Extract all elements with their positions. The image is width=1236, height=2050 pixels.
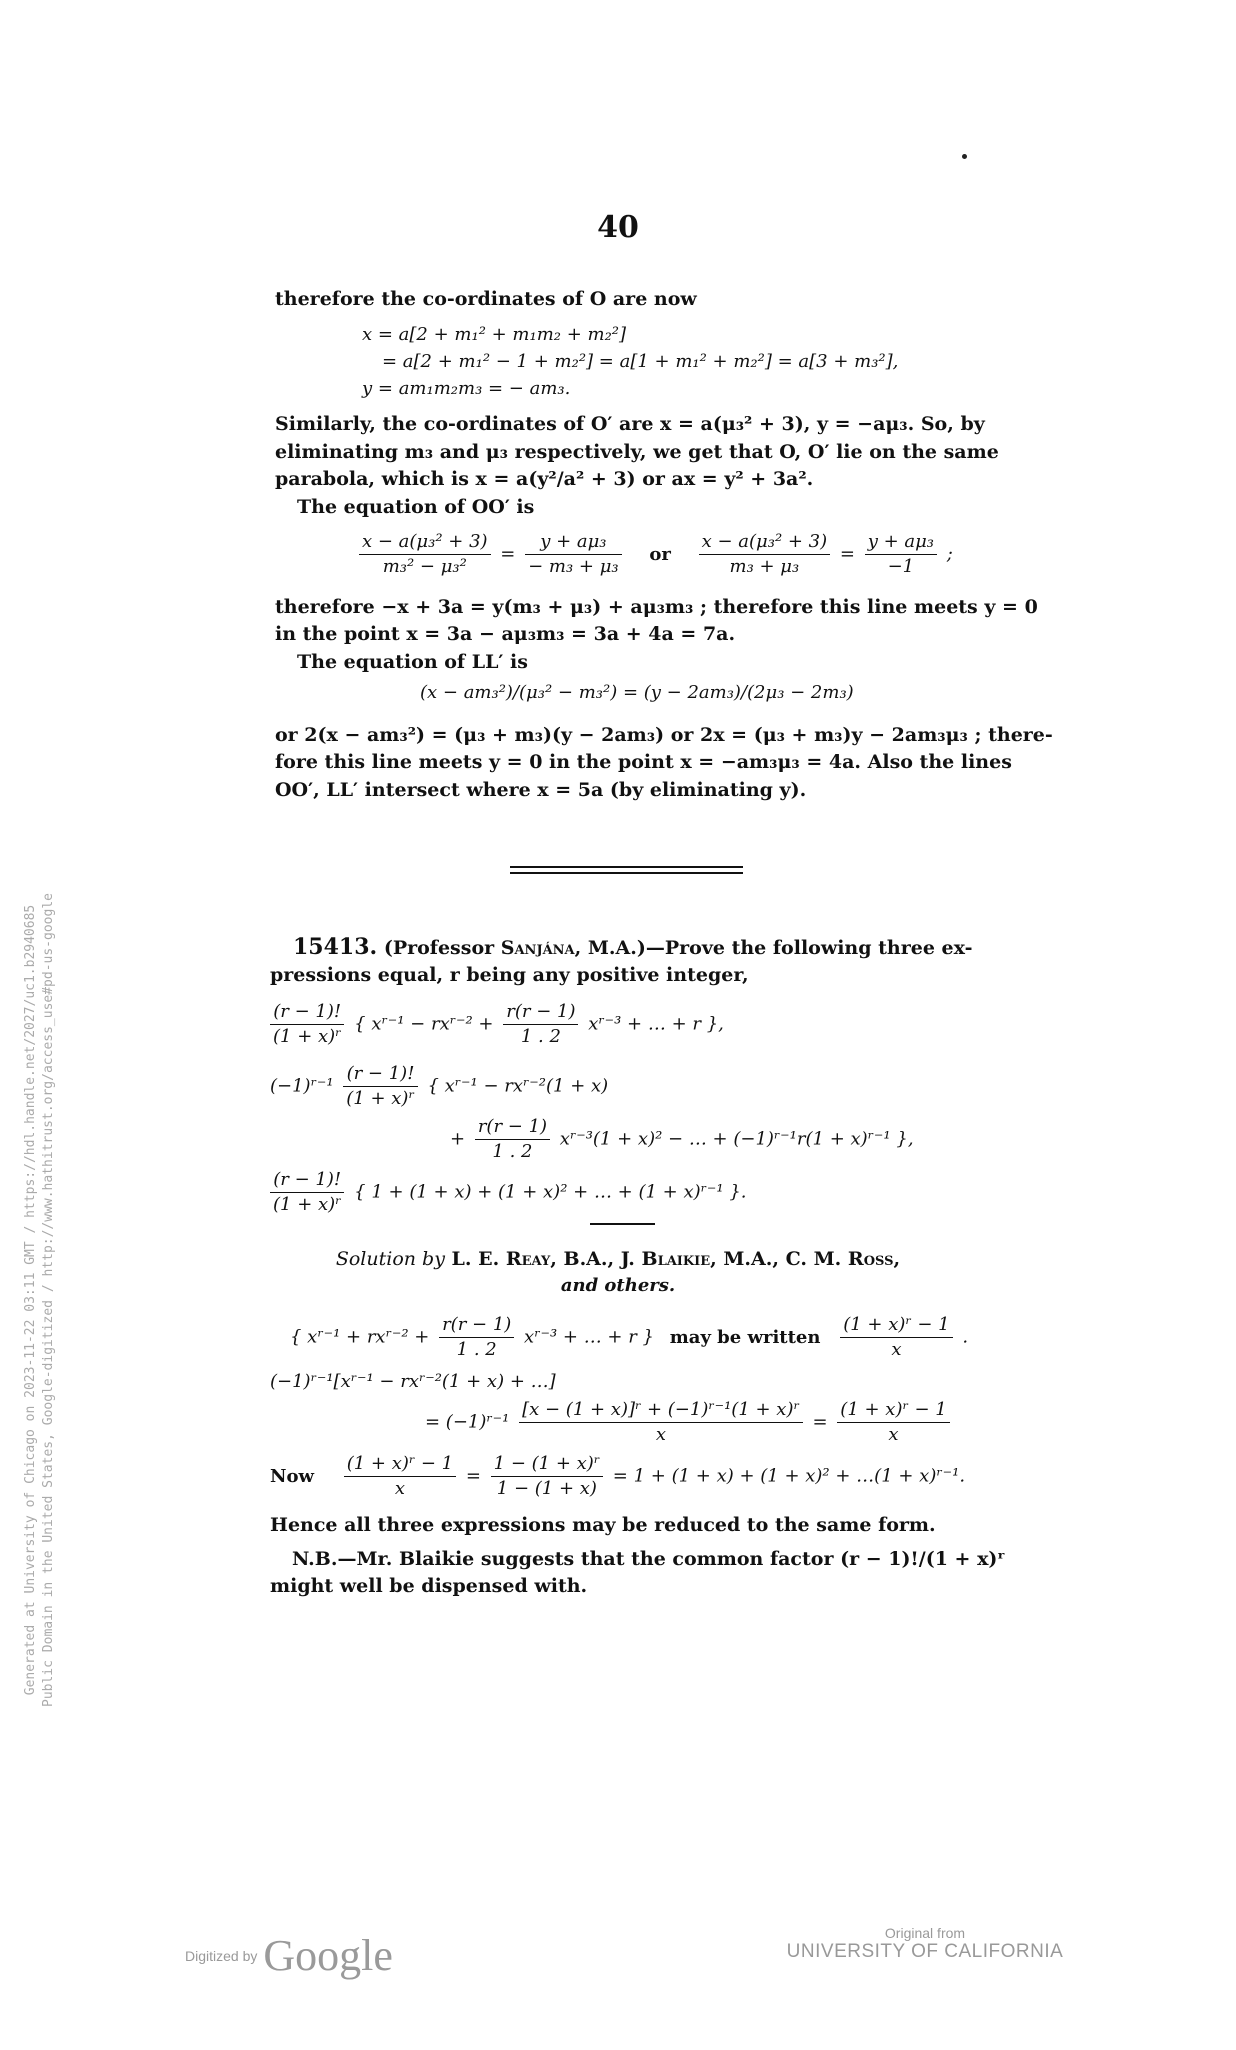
section-divider bbox=[510, 866, 743, 868]
equation-ll-prime: (x − am₃²)/(μ₃² − m₃²) = (y − 2am₃)/(2μ₃ − 2m₃) bbox=[420, 682, 854, 703]
text-line: parabola, which is x = a(y²/a² + 3) or ax = y² + 3a². bbox=[275, 468, 814, 490]
problem-number: 15413. bbox=[293, 934, 378, 960]
text-line: might well be dispensed with. bbox=[270, 1575, 588, 1597]
text-line: N.B.—Mr. Blaikie suggests that the common factor (r − 1)!/(1 + x)ʳ bbox=[292, 1548, 1006, 1570]
text-line: pressions equal, r being any positive integer, bbox=[270, 964, 749, 986]
fraction: $\frac{\text{y + aμ₃}}{-1}$ bbox=[865, 530, 937, 579]
solution-line-4: Now $\frac{\text{(1 + x)ʳ − 1}}{x}$ = $\frac{\text{1 − (1 + x)ʳ}}{1 - (1 + x)}$ = 1 + (1 + x) + (1 + x)² + …(1 + x)ʳ⁻¹. bbox=[270, 1453, 966, 1499]
fraction: $\frac{\text{x − a(μ₃² + 3)}}{\text{m₃ + μ₃}}$ bbox=[699, 530, 831, 579]
hathitrust-watermark: Generated at University of Chicago on 2023-11-22 03:11 GMT / https://hdl.handle.net/2027/uc1.b2940685 Public Domain in the United States, Google-digitized / http://www.hathitrust.org/access_use#pd-us-google bbox=[23, 893, 56, 1707]
solution-byline-others: and others. bbox=[560, 1275, 676, 1296]
fraction: $\frac{(r - 1)!}{\text{(1 + x)ʳ}}$ bbox=[270, 1000, 344, 1049]
short-divider bbox=[590, 1223, 655, 1225]
fraction: $\frac{\text{1 − (1 + x)ʳ}}{1 - (1 + x)}$ bbox=[491, 1452, 603, 1501]
solution-byline: Solution by L. E. Reay, B.A., J. Blaikie, M.A., C. M. Ross, bbox=[335, 1248, 901, 1270]
math-line: x = a[2 + m₁² + m₁m₂ + m₂²] bbox=[362, 324, 627, 345]
fraction: $\frac{(r - 1)!}{\text{(1 + x)ʳ}}$ bbox=[343, 1062, 417, 1111]
text-line: or 2(x − am₃²) = (μ₃ + m₃)(y − 2am₃) or 2x = (μ₃ + m₃)y − 2am₃μ₃ ; there- bbox=[275, 724, 1053, 746]
text-line: The equation of LL′ is bbox=[297, 651, 528, 673]
text-line: Similarly, the co-ordinates of O′ are x = a(μ₃² + 3), y = −aμ₃. So, by bbox=[275, 413, 985, 435]
solution-line-1: { xʳ⁻¹ + rxʳ⁻² + $\frac{r(r - 1)}{1 . 2}$ xʳ⁻³ + … + r } may be written $\frac{\text{(1 + x)ʳ − 1}}{x}$ . bbox=[290, 1314, 969, 1360]
fraction: $\frac{r(r - 1)}{1 . 2}$ bbox=[503, 1000, 578, 1049]
ink-speck bbox=[962, 154, 967, 159]
problem-heading: 15413. (Professor Sanjána, M.A.)—Prove the following three ex- bbox=[293, 934, 973, 960]
fraction: $\frac{\text{(1 + x)ʳ − 1}}{x}$ bbox=[840, 1313, 952, 1362]
author-name: Sanjána bbox=[500, 937, 575, 959]
equation-oo-prime: $\frac{\text{x − a(μ₃² + 3)}}{\text{m₃² − μ₃²}}$ = $\frac{\text{y + aμ₃}}{\text{− m₃ + μ₃}}$ or $\frac{\text{x − a(μ₃² + 3)}}{\text{m₃ + μ₃}}$ = $\frac{\text{y + aμ₃}}{-1}$ ; bbox=[355, 530, 953, 579]
section-divider bbox=[510, 872, 743, 874]
fraction: $\frac{\text{(1 + x)ʳ − 1}}{x}$ bbox=[344, 1452, 456, 1501]
expression-1: $\frac{(r - 1)!}{\text{(1 + x)ʳ}}$ { xʳ⁻¹ − rxʳ⁻² + $\frac{r(r - 1)}{1 . 2}$ xʳ⁻³ + … + r }, bbox=[270, 1000, 724, 1049]
text-line: OO′, LL′ intersect where x = 5a (by eliminating y). bbox=[275, 779, 807, 801]
fraction: $\frac{r(r - 1)}{1 . 2}$ bbox=[439, 1313, 514, 1362]
text-line: Hence all three expressions may be reduced to the same form. bbox=[270, 1514, 936, 1536]
institution-name: UNIVERSITY OF CALIFORNIA bbox=[786, 1941, 1064, 1962]
fraction: $\frac{r(r - 1)}{1 . 2}$ bbox=[475, 1115, 550, 1164]
fraction: $\frac{\text{y + aμ₃}}{\text{− m₃ + μ₃}}$ bbox=[525, 530, 622, 579]
page-number: 40 bbox=[597, 210, 639, 245]
expression-2-continued: + $\frac{r(r - 1)}{1 . 2}$ xʳ⁻³(1 + x)² − … + (−1)ʳ⁻¹r(1 + x)ʳ⁻¹ }, bbox=[450, 1116, 914, 1162]
fraction: $\frac{\text{[x − (1 + x)]ʳ + (−1)ʳ⁻¹(1 + x)ʳ}}{x}$ bbox=[519, 1398, 803, 1447]
math-line: y = am₁m₂m₃ = − am₃. bbox=[362, 378, 571, 399]
expression-2: (−1)ʳ⁻¹ $\frac{(r - 1)!}{\text{(1 + x)ʳ}}$ { xʳ⁻¹ − rxʳ⁻²(1 + x) bbox=[270, 1063, 609, 1109]
digitized-by-google: Digitized by Google bbox=[185, 1931, 393, 1980]
text-line: therefore −x + 3a = y(m₃ + μ₃) + aμ₃m₃ ; therefore this line meets y = 0 bbox=[275, 596, 1038, 618]
fraction: $\frac{\text{x − a(μ₃² + 3)}}{\text{m₃² − μ₃²}}$ bbox=[359, 530, 491, 579]
solution-line-3: = (−1)ʳ⁻¹ $\frac{\text{[x − (1 + x)]ʳ + (−1)ʳ⁻¹(1 + x)ʳ}}{x}$ = $\frac{\text{(1 + x)ʳ − 1}}{x}$ bbox=[425, 1398, 954, 1447]
math-line: = a[2 + m₁² − 1 + m₂²] = a[1 + m₁² + m₂²] = a[3 + m₃²], bbox=[382, 351, 899, 372]
solution-line-2: (−1)ʳ⁻¹[xʳ⁻¹ − rxʳ⁻²(1 + x) + …] bbox=[270, 1371, 556, 1392]
expression-3: $\frac{(r - 1)!}{\text{(1 + x)ʳ}}$ { 1 + (1 + x) + (1 + x)² + … + (1 + x)ʳ⁻¹ }. bbox=[270, 1168, 747, 1217]
fraction: $\frac{(r - 1)!}{\text{(1 + x)ʳ}}$ bbox=[270, 1168, 344, 1217]
original-from: Original from UNIVERSITY OF CALIFORNIA bbox=[780, 1925, 1070, 1963]
text-line: The equation of OO′ is bbox=[297, 496, 535, 518]
google-logo: Google bbox=[263, 1931, 393, 1980]
text-line: fore this line meets y = 0 in the point x = −am₃μ₃ = 4a. Also the lines bbox=[275, 751, 1012, 773]
text-line: in the point x = 3a − aμ₃m₃ = 3a + 4a = 7a. bbox=[275, 623, 736, 645]
text-line: eliminating m₃ and μ₃ respectively, we get that O, O′ lie on the same bbox=[275, 441, 999, 463]
fraction: $\frac{\text{(1 + x)ʳ − 1}}{x}$ bbox=[837, 1398, 949, 1447]
text-line: therefore the co-ordinates of O are now bbox=[275, 288, 697, 310]
